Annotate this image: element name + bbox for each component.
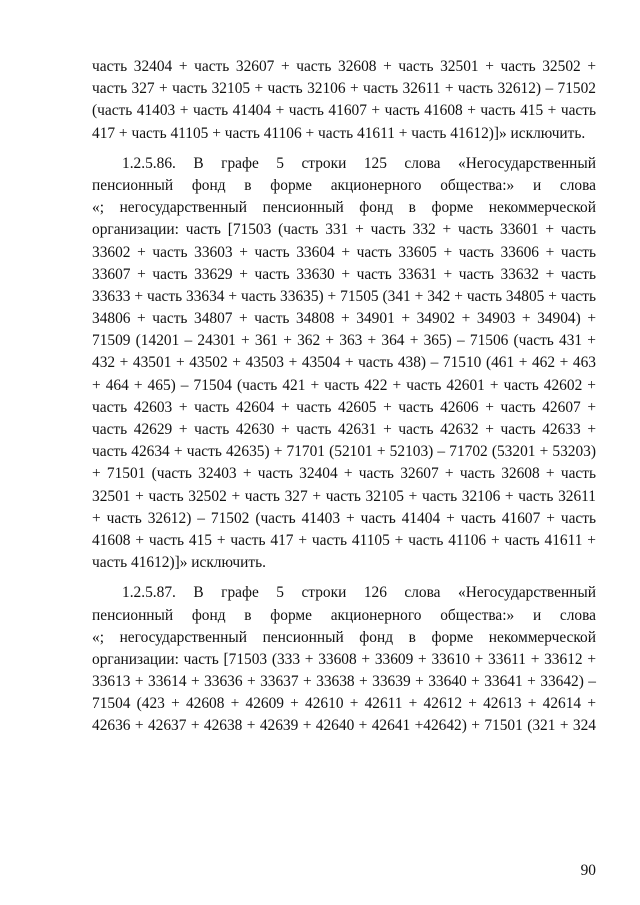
text-line: пенсионный фонд в форме акционерного общества:» и слова — [92, 176, 596, 194]
paragraph-clause-1-2-5-87 — [92, 582, 596, 737]
text-line: часть 41612)]» исключить. — [92, 554, 266, 572]
text-line: организации: часть [71503 (часть 331 + часть 332 + часть 33601 + часть — [92, 221, 596, 239]
text-line: 41608 + часть 415 + часть 417 + часть 41105 + часть 41106 + часть 41611 + — [92, 531, 596, 549]
text-line: 33613 + 33614 + 33636 + 33637 + 33638 + 33639 + 33640 + 33641 + 33642) – — [92, 673, 596, 691]
text-line: «; негосударственный пенсионный фонд в форме некоммерческой — [92, 628, 596, 646]
text-line: 432 + 43501 + 43502 + 43503 + 43504 + часть 438) – 71510 (461 + 462 + 463 — [92, 354, 596, 372]
text-line: 34806 + часть 34807 + часть 34808 + 34901 + 34902 + 34903 + 34904) + — [92, 310, 596, 328]
paragraph-clause-1-2-5-86 — [92, 153, 596, 575]
text-line: + 71501 (часть 32403 + часть 32404 + часть 32607 + часть 32608 + часть — [92, 465, 596, 483]
text-line: 1.2.5.87. В графе 5 строки 126 слова «Негосударственный — [122, 584, 596, 602]
text-line: часть 42634 + часть 42635) + 71701 (52101 + 52103) – 71702 (53201 + 53203) — [92, 443, 596, 461]
text-line: 417 + часть 41105 + часть 41106 + часть 41611 + часть 41612)]» исключить. — [92, 124, 586, 142]
text-line: 32501 + часть 32502 + часть 327 + часть 32105 + часть 32106 + часть 32611 — [92, 487, 596, 505]
text-line: организации: часть [71503 (333 + 33608 + 33609 + 33610 + 33611 + 33612 + — [92, 650, 596, 668]
text-line: + 464 + 465) – 71504 (часть 421 + часть 422 + часть 42601 + часть 42602 + — [92, 376, 596, 394]
text-line: 33602 + часть 33603 + часть 33604 + часть 33605 + часть 33606 + часть — [92, 243, 596, 261]
text-line: 42636 + 42637 + 42638 + 42639 + 42640 + 42641 +42642) + 71501 (321 + 324 — [92, 717, 596, 735]
document-body — [92, 56, 596, 738]
text-line: (часть 41403 + часть 41404 + часть 41607 + часть 41608 + часть 415 + часть — [92, 102, 596, 120]
text-line: часть 327 + часть 32105 + часть 32106 + часть 32611 + часть 32612) – 71502 — [92, 80, 596, 98]
text-line: 71504 (423 + 42608 + 42609 + 42610 + 42611 + 42612 + 42613 + 42614 + — [92, 695, 596, 713]
text-line: + часть 32612) – 71502 (часть 41403 + часть 41404 + часть 41607 + часть — [92, 509, 596, 527]
text-line: часть 32404 + часть 32607 + часть 32608 + часть 32501 + часть 32502 + — [92, 58, 596, 75]
text-line: часть 42603 + часть 42604 + часть 42605 + часть 42606 + часть 42607 + — [92, 398, 596, 416]
paragraph-continuation — [92, 56, 596, 145]
text-line: 33633 + часть 33634 + часть 33635) + 71505 (341 + 342 + часть 34805 + часть — [92, 287, 596, 305]
text-line: пенсионный фонд в форме акционерного общества:» и слова — [92, 606, 596, 624]
text-line: часть 42629 + часть 42630 + часть 42631 + часть 42632 + часть 42633 + — [92, 421, 596, 438]
page-number: 90 — [580, 862, 596, 879]
text-line: 33607 + часть 33629 + часть 33630 + часть 33631 + часть 33632 + часть — [92, 265, 596, 283]
text-line: «; негосударственный пенсионный фонд в форме некоммерческой — [92, 199, 596, 217]
text-line: 1.2.5.86. В графе 5 строки 125 слова «Негосударственный — [122, 154, 596, 172]
text-line: 71509 (14201 – 24301 + 361 + 362 + 363 + 364 + 365) – 71506 (часть 431 + — [92, 332, 596, 350]
